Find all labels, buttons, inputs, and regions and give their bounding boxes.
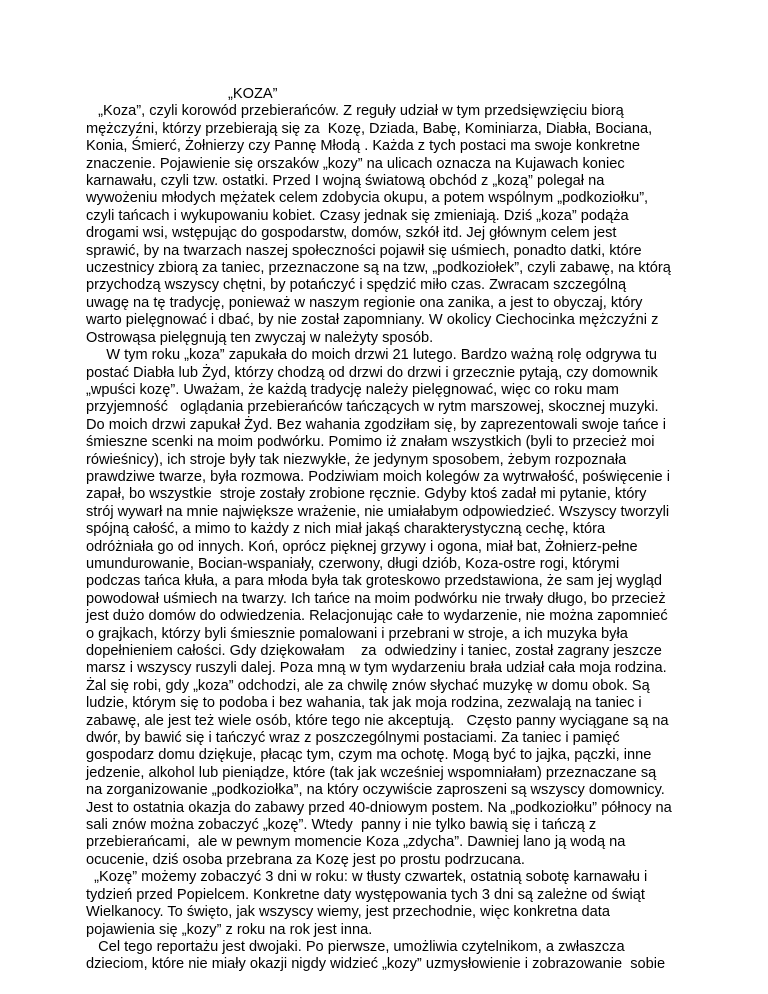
text-line: Do moich drzwi zapukał Żyd. Bez wahania zgodziłam się, by zaprezentowali swoje tańce i xyxy=(86,416,666,433)
text-line: o grajkach, którzy byli śmiesznie pomalowani i przebrani w stroje, a ich muzyka była xyxy=(86,625,628,642)
text-line: „wpuści kozę”. Uważam, że każdą tradycję należy pielęgnować, więc co roku mam xyxy=(86,381,619,398)
text-line: wywożeniu młodych mężatek celem zdobycia okupu, a potem wspólnym „podkoziołku”, xyxy=(86,190,649,207)
text-line: strój wywarł na mnie największe wrażenie, nie umiałabym odpowiedzieć. Wszyscy tworzyli xyxy=(86,503,670,520)
text-line: zapał, bo wszystkie stroje zostały zrobione ręcznie. Gdyby ktoś zadał mi pytanie, który xyxy=(86,486,647,503)
text-line: zabawę, ale jest też wiele osób, które tego nie akceptują. Często panny wyciągane są na xyxy=(86,712,669,729)
text-line: rówieśnicy), ich stroje były tak niezwykłe, że jedynym sposobem, żebym rozpoznała xyxy=(86,451,627,468)
text-line: odróżniała go od innych. Koń, oprócz pięknej grzywy i ogona, miał bat, Żołnierz-pełne xyxy=(86,538,638,555)
text-line: dwór, by bawić się i tańczyć wraz z poszczególnymi postaciami. Za taniec i pamięć xyxy=(86,730,620,747)
text-line: W tym roku „koza” zapukała do moich drzwi 21 lutego. Bardzo ważną rolę odgrywa tu xyxy=(86,347,658,364)
text-line: marsz i wszyscy ruszyli dalej. Poza mną w tym wydarzeniu brała udział cała moja rodzina. xyxy=(86,660,667,677)
text-line: uczestnicy zbiorą za taniec, przeznaczone są na tzw, „podkoziołek”, czyli zabawę, na którą xyxy=(86,260,671,277)
text-line: jedzenie, alkohol lub pieniądze, które (tak jak wcześniej wspomniałam) przeznaczane są xyxy=(86,764,657,781)
text-line: warto pielęgnować i dbać, by nie został zapomniany. W okolicy Ciechocinka mężczyźni z xyxy=(86,312,659,329)
text-line: podczas tańca kłuła, a para młoda była tak groteskowo przedstawiona, że sam jej wygląd xyxy=(86,573,662,590)
text-line: postać Diabła lub Żyd, którzy chodzą od drzwi do drzwi i grzecznie pytają, czy domownik xyxy=(86,364,658,381)
text-line: Żal się robi, gdy „koza” odchodzi, ale za chwilę znów słychać muzykę w domu obok. Są xyxy=(86,677,650,694)
text-line: Cel tego reportażu jest dwojaki. Po pierwsze, umożliwia czytelnikom, a zwłaszcza xyxy=(86,938,625,955)
text-line: powodował uśmiech na twarzy. Ich tańce na moim podwórku nie trwały długo, bo przecież xyxy=(86,590,666,607)
text-line: ludzie, którym się to podoba i bez wahania, tak jak moja rodzina, zezwalają na taniec i xyxy=(86,695,642,712)
document-body xyxy=(86,103,726,973)
text-line: sali znów można zobaczyć „kozę”. Wtedy panny i nie tylko bawią się i tańczą z xyxy=(86,817,597,834)
text-line: czyli tańcach i wykupowaniu kobiet. Czasy jednak się zmieniają. Dziś „koza” podąża xyxy=(86,207,629,224)
text-line: Ostrowąsa pielęgnują ten zwyczaj w należyty sposób. xyxy=(86,329,434,346)
text-line: Konia, Śmierć, Żołnierzy czy Pannę Młodą . Każda z tych postaci ma swoje konkretne xyxy=(86,138,640,155)
text-line: „Kozę” możemy zobaczyć 3 dni w roku: w tłusty czwartek, ostatnią sobotę karnawału i xyxy=(86,869,648,886)
document-title: „KOZA” xyxy=(228,86,278,102)
text-line: śmieszne scenki na moim podwórku. Pomimo iż znałam wszystkich (byli to przecież moi xyxy=(86,434,655,451)
text-line: „Koza”, czyli korowód przebierańców. Z reguły udział w tym przedsięwzięciu biorą xyxy=(86,103,624,120)
text-line: mężczyźni, którzy przebierają się za Kozę, Dziada, Babę, Kominiarza, Diabła, Bociana, xyxy=(86,120,653,137)
text-line: tydzień przed Popielcem. Konkretne daty występowania tych 3 dni są zależne od świąt xyxy=(86,886,645,903)
text-line: pojawienia się „kozy” z roku na rok jest inna. xyxy=(86,921,373,938)
text-line: przyjemność oglądania przebierańców tańczących w rytm marszowej, skocznej muzyki. xyxy=(86,399,659,416)
text-line: Wielkanocy. To święto, jak wszyscy wiemy, jest przechodnie, więc konkretna data xyxy=(86,904,610,921)
text-line: drogami wsi, wstępując do gospodarstw, domów, szkół itd. Jej głównym celem jest xyxy=(86,225,617,242)
text-line: gospodarz domu dziękuje, płacąc tym, czym ma ochotę. Mogą być to jajka, pączki, inne xyxy=(86,747,652,764)
text-line: spójną całość, a mimo to każdy z nich miał jakąś charakterystyczną cechę, która xyxy=(86,521,606,538)
text-line: umundurowanie, Bocian-wspaniały, czerwony, długi dziób, Koza-ostre rogi, którymi xyxy=(86,555,620,572)
text-line: karnawału, czyli tzw. ostatki. Przed I wojną światową obchód z „kozą” polegał na xyxy=(86,173,605,190)
text-line: uwagę na tę tradycję, ponieważ w naszym regionie ona zanika, a jest to obyczaj, który xyxy=(86,294,643,311)
text-line: na zorganizowanie „podkoziołka”, na który oczywiście zaproszeni są wszyscy domownicy. xyxy=(86,782,665,799)
text-line: dzieciom, które nie miały okazji nigdy widzieć „kozy” uzmysłowienie i zobrazowanie sobie xyxy=(86,956,666,973)
text-line: przebierańcami, ale w pewnym momencie Koza „zdycha”. Dawniej lano ją wodą na xyxy=(86,834,626,851)
text-line: ocucenie, dziś osoba przebrana za Kozę jest po prostu podrzucana. xyxy=(86,851,525,868)
text-line: dopełnieniem całości. Gdy dziękowałam za odwiedziny i taniec, został zagrany jeszcze xyxy=(86,643,662,659)
document-page xyxy=(86,86,726,974)
text-line: Jest to ostatnia okazja do zabawy przed 40-dniowym postem. Na „podkoziołku” północy na xyxy=(86,799,672,816)
text-line: sprawić, by na twarzach naszej społeczności pojawił się uśmiech, ponadto datki, które xyxy=(86,242,642,259)
text-line: przychodzą wszyscy chętni, by potańczyć i spędzić miło czas. Zwracam szczególną xyxy=(86,277,627,294)
text-line: znaczenie. Pojawienie się orszaków „kozy” na ulicach oznacza na Kujawach koniec xyxy=(86,155,625,172)
text-line: jest dużo domów do odwiedzenia. Relacjonując całe to wydarzenie, nie można zapomnieć xyxy=(86,608,668,625)
text-line: prawdziwe twarze, była rozmowa. Podziwiam moich kolegów za wytrwałość, poświęcenie i xyxy=(86,468,670,485)
